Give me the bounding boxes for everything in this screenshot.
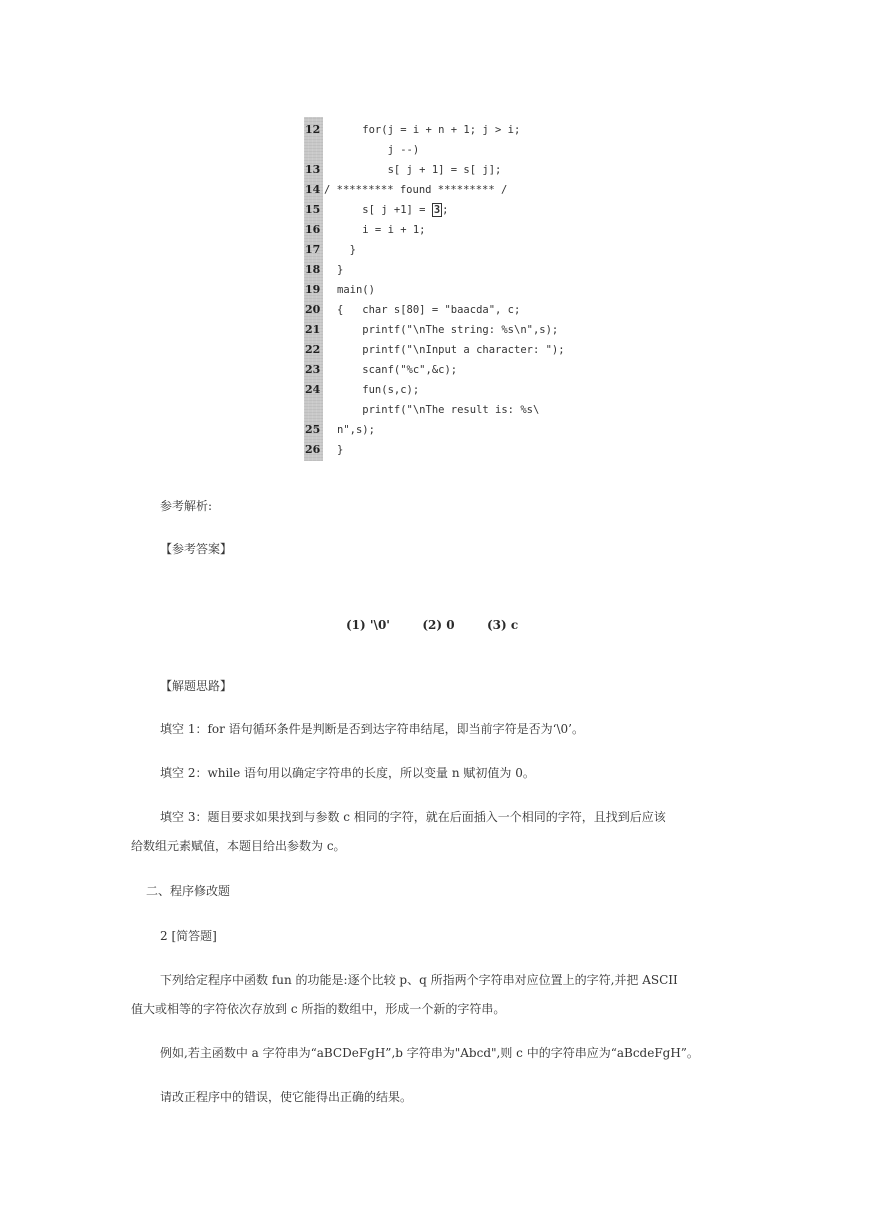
code-text: for(j = i + n + 1; j > i; [337, 124, 521, 136]
code-text [337, 200, 448, 220]
fill-explanation-2: 填空 2：while 语句用以确定字符串的长度，所以变量 n 赋初值为 0。 [160, 766, 535, 780]
code-line [304, 400, 566, 420]
fill-explanation-1: 填空 1：for 语句循环条件是判断是否到达字符串结尾，即当前字符是否为‘\0’。 [160, 722, 584, 736]
code-line [304, 420, 566, 440]
line-number: 18 [305, 263, 321, 276]
answer-1: (1) '\0' [346, 618, 390, 632]
line-number: 12 [305, 123, 321, 136]
code-text: } [337, 244, 356, 256]
code-text: printf("\nThe result is: %s\ [337, 404, 540, 416]
code-line [304, 360, 566, 380]
line-number: 22 [305, 343, 321, 356]
fill-explanation-3-line-1: 填空 3：题目要求如果找到与参数 c 相同的字符，就在后面插入一个相同的字符，且找到后应该 [160, 810, 666, 824]
section-title: 二、程序修改题 [146, 884, 231, 898]
question-label: 2 [简答题] [160, 929, 217, 943]
code-text-suffix: ; [442, 204, 449, 216]
code-line [304, 220, 566, 240]
line-number: 23 [305, 363, 321, 376]
code-line [304, 380, 566, 400]
line-number: 14 [305, 183, 321, 196]
line-number: 25 [305, 423, 321, 436]
code-line [304, 300, 566, 320]
code-text: n",s); [337, 424, 375, 436]
answer-line [346, 617, 518, 633]
instruction-line: 请改正程序中的错误，使它能得出正确的结果。 [160, 1090, 413, 1104]
answer-3: (3) c [486, 618, 519, 632]
code-text: } [337, 264, 344, 276]
code-line [304, 140, 566, 160]
code-line [304, 160, 566, 180]
line-number: 26 [305, 443, 321, 456]
code-text: i = i + 1; [337, 224, 426, 236]
code-text: printf("\nThe string: %s\n",s); [337, 324, 559, 336]
code-line [304, 440, 566, 460]
line-number: 15 [305, 203, 321, 216]
code-text: main() [337, 284, 375, 296]
line-number: 20 [305, 303, 321, 316]
line-number: 24 [305, 383, 321, 396]
line-number: 17 [305, 243, 321, 256]
code-line [304, 120, 566, 140]
code-text: { char s[80] = "baacda", c; [337, 304, 521, 316]
code-line [304, 280, 566, 300]
line-number: 16 [305, 223, 321, 236]
code-text: fun(s,c); [337, 384, 420, 396]
code-line [304, 240, 566, 260]
code-line [304, 200, 566, 220]
question-line-2: 值大或相等的字符依次存放到 c 所指的数组中，形成一个新的字符串。 [131, 1002, 506, 1016]
line-number: 21 [305, 323, 321, 336]
code-line [304, 260, 566, 280]
code-text: / ********* found ********* / [324, 184, 508, 196]
example-line: 例如,若主函数中 a 字符串为“aBCDeFgH”,b 字符串为"Abcd",则 c 中的字符串应为“aBcdeFgH”。 [160, 1046, 699, 1060]
analysis-label: 参考解析: [160, 499, 213, 513]
code-text-prefix: s[ j +1] = [337, 204, 432, 216]
answer-header: 【参考答案】 [160, 542, 233, 556]
code-text: printf("\nInput a character: "); [337, 344, 565, 356]
code-line [304, 340, 566, 360]
code-text: s[ j + 1] = s[ j]; [337, 164, 502, 176]
code-text: j --) [337, 144, 420, 156]
answer-2: (2) 0 [422, 618, 455, 632]
line-number: 13 [305, 163, 321, 176]
blank-marker: 3 [433, 204, 441, 216]
code-text: scanf("%c",&c); [337, 364, 458, 376]
code-line [304, 320, 566, 340]
code-image [304, 117, 566, 461]
code-text: } [337, 444, 344, 456]
fill-explanation-3-line-2: 给数组元素赋值，本题目给出参数为 c。 [131, 839, 346, 853]
reasoning-header: 【解题思路】 [160, 679, 233, 693]
code-line [304, 180, 566, 200]
line-number: 19 [305, 283, 321, 296]
question-line-1: 下列给定程序中函数 fun 的功能是:逐个比较 p、q 所指两个字符串对应位置上的字符,并把 ASCII [160, 973, 678, 987]
